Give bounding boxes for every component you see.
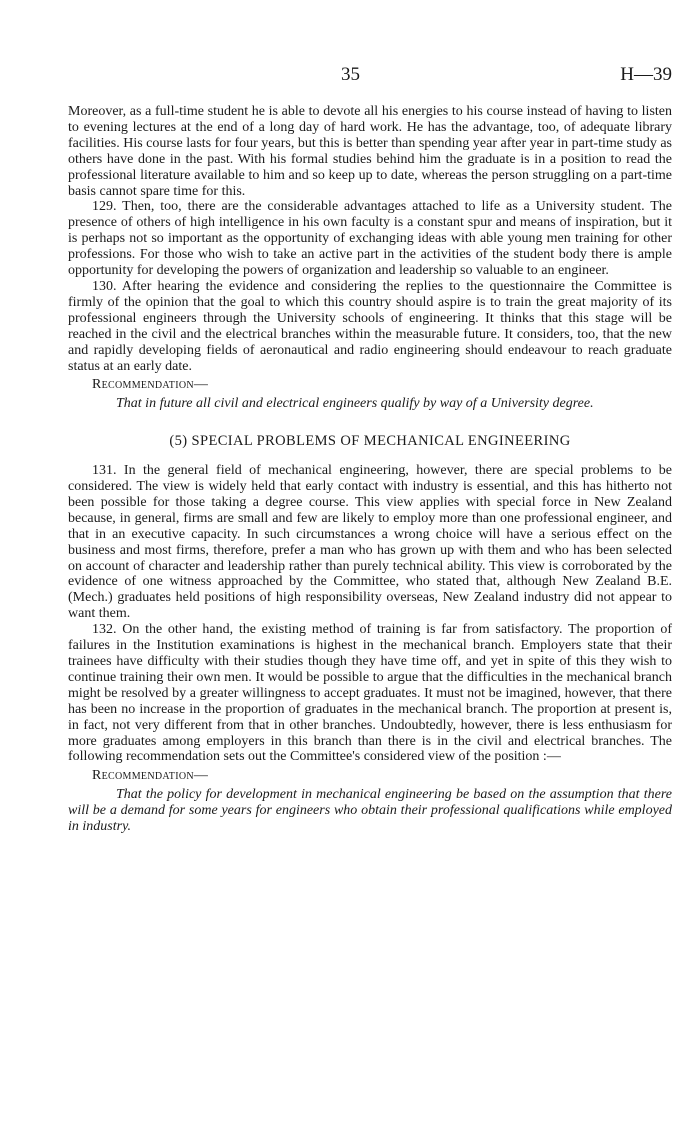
- page-number: 35: [341, 64, 360, 85]
- paragraph-131: 131. In the general field of mechanical engineering, however, there are special problems to be considered. The view is widely held that early contact with industry is essential, and this has hitherto not been possible for those taking a degree course. This view applies with special force in New Zealand because, in general, firms are small and few are likely to employ more than one professional engineer, and that in an executive capacity. In such circumstances a wrong choice will have a serious effect on the business and most firms, therefore, prefer a man who has grown up with them and who has been selected on account of character and leadership rather than purely technical ability. This view is corroborated by the evidence of one witness approached by the Committee, who stated that, although New Zealand B.E. (Mech.) graduates held positions of high responsibility overseas, New Zealand industry did not appear to want them.: [68, 463, 672, 622]
- paragraph-132: 132. On the other hand, the existing method of training is far from satisfactory. The proportion of failures in the Institution examinations is highest in the mechanical branch. Employers state that their trainees have difficulty with their studies though they have time off, and yet in spite of this they wish to continue training their own men. It would be possible to argue that the difficulties in the mechanical branch might be resolved by a greater willingness to accept graduates. It must not be imagined, however, that there has been no increase in the proportion of graduates in the mechanical branch. The proportion at present is, in fact, not very different from that in other branches. Undoubtedly, however, there is less enthusiasm for more graduates among employers in this branch than there is in the civil and electrical branches. The following recommendation sets out the Committee's considered view of the position :—: [68, 622, 672, 765]
- page-header: [0, 64, 700, 88]
- document-body: [68, 104, 672, 857]
- paragraph-130: 130. After hearing the evidence and considering the replies to the questionnaire the Committee is firmly of the opinion that the goal to which this country should aspire is to train the great majority of its professional engineers through the University schools of engineering. It thinks that this stage will be reached in the civil and the electrical branches within the measurable future. It considers, too, that the new and rapidly developing fields of aeronautical and radio engineering should endeavour to reach graduate status at an early date.: [68, 278, 672, 374]
- document-reference: H—39: [620, 64, 672, 85]
- recommendation-text-2: That the policy for development in mechanical engineering be based on the assumption that there will be a demand for some years for engineers who obtain their professional qualifications while employed in industry.: [68, 787, 672, 835]
- recommendation-label-2: Recommendation—: [92, 768, 209, 784]
- recommendation-label-1: Recommendation—: [92, 377, 209, 393]
- section-heading: (5) SPECIAL PROBLEMS OF MECHANICAL ENGINEERING: [169, 433, 571, 450]
- recommendation-text-1: That in future all civil and electrical engineers qualify by way of a University degree.: [116, 396, 594, 412]
- paragraph-128-continued: Moreover, as a full-time student he is able to devote all his energies to his course instead of having to listen to evening lectures at the end of a long day of hard work. He has the advantage, too, of adequate library facilities. His course lasts for four years, but this is better than spending year after year in part-time study as others have done in the past. With his formal studies behind him the graduate is in a position to read the professional literature available to him and so keep up to date, whereas the person struggling on a part-time basis cannot spare time for this.: [68, 104, 672, 199]
- paragraph-129: 129. Then, too, there are the considerable advantages attached to life as a University student. The presence of others of high intelligence in his own faculty is a constant spur and means of inspiration, but it is perhaps not so important as the opportunity of exchanging ideas with able young men training for other professions. For those who wish to take an active part in the activities of the student body there is ample opportunity for developing the powers of organization and leadership so valuable to an engineer.: [68, 199, 672, 279]
